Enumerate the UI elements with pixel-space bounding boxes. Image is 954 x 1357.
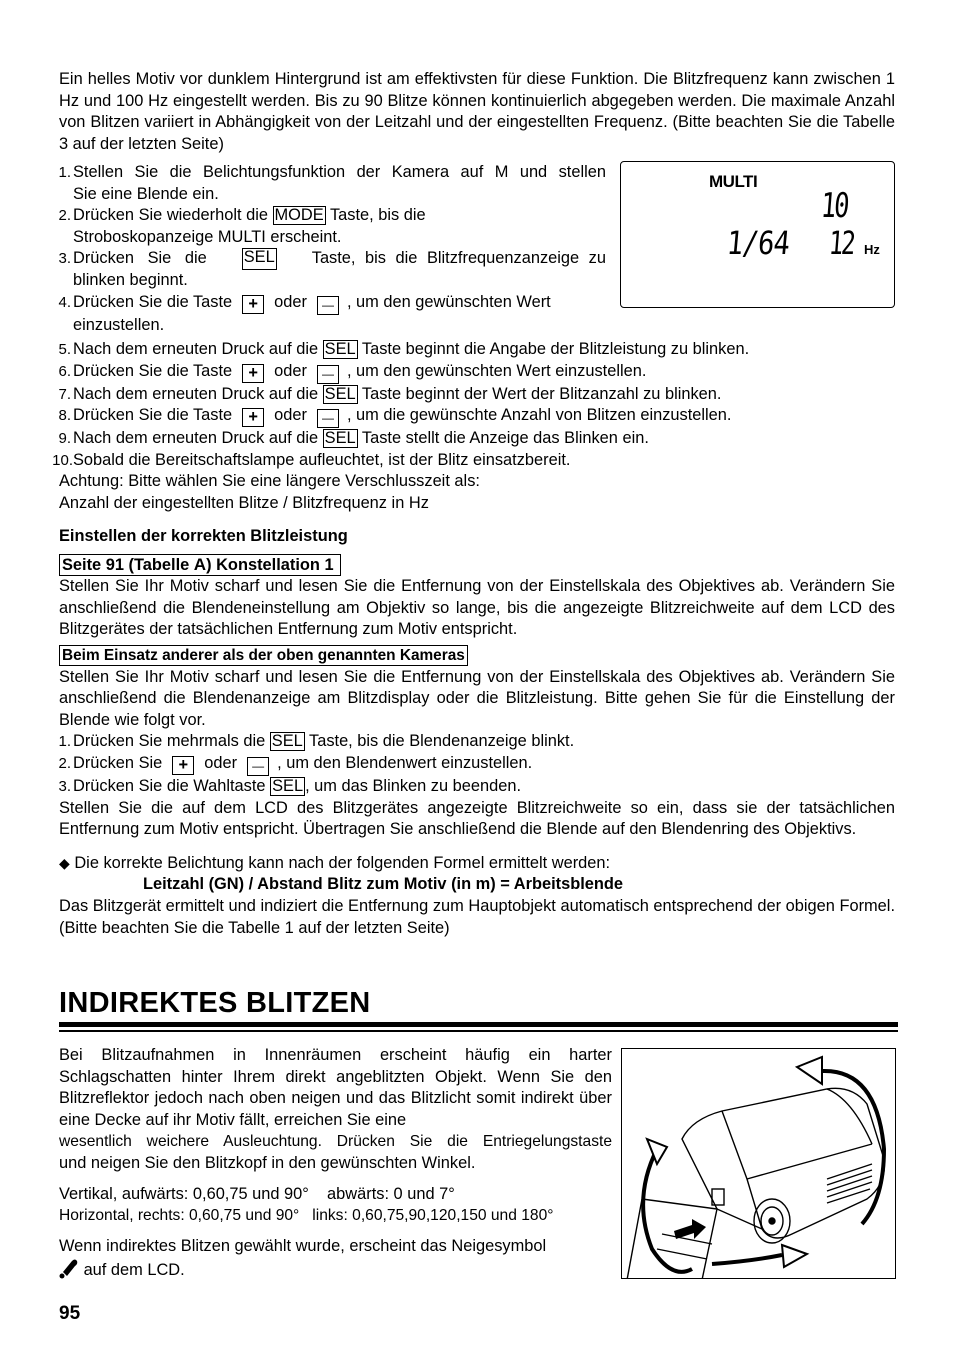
minus-key: — [247,757,269,776]
list-item: 1. Drücken Sie mehrmals die SEL Taste, bis die Blendenanzeige blinkt. [58,732,575,751]
flash-tilt-illustration [621,1048,896,1279]
sel-key: SEL [324,429,356,448]
lcd-mode: MULTI [709,172,758,191]
minus-key: — [317,296,339,315]
list-item: 8. Drücken Sie die Taste + oder — , um die gewünschte Anzahl von Blitzen einzustellen. [58,406,732,427]
lcd-note: Wenn indirektes Blitzen gewählt wurde, erscheint das Neigesymbol [59,1236,547,1255]
lcd-count: 10 [819,186,849,226]
achtung-formula: Anzahl der eingestellten Blitze / Blitzfrequenz in Hz [59,493,429,512]
intro-paragraph: Ein helles Motiv vor dunklem Hintergrund ist am effektivsten für diese Funktion. Die Blitzfrequenz kann zwischen 1 Hz und 100 Hz eingestellt werden. Bis zu 90 Blitze können kontinuierlich abgegeben werden. Die maximale Anzahl von Blitzen variiert in Abhängigkeit von der Leitzahl und der eingestellten Frequenz. (Bitte beachten Sie die Tabelle 3 auf der letzten Seite) [59,70,895,153]
horizontal-angles: Horizontal, rechts: 0,60,75 und 90° links: 0,60,75,90,120,150 und 180° [59,1207,554,1225]
plus-key: + [242,364,264,383]
lcd-frequency: 12 [827,224,855,262]
minus-key: — [317,365,339,384]
lcd-power: 1/64 [725,224,791,262]
sel-key: SEL [324,384,356,403]
formula: Leitzahl (GN) / Abstand Blitz zum Motiv (in m) = Arbeitsblende [143,875,624,894]
list-item: 5. Nach dem erneuten Druck auf die SEL Taste beginnt die Angabe der Blitzleistung zu blinken. [58,340,750,358]
list-item: 10. Sobald die Bereitschaftslampe aufleuchtet, ist der Blitz einsatzbereit. [52,450,571,469]
minus-key: — [317,409,339,428]
tilt-symbol-icon [59,1257,79,1286]
paragraph: Stellen Sie Ihr Motiv scharf und lesen Sie die Entfernung von der Einstellskala des Objektives ab. Verändern Sie anschließend die Blendenanzeige am Blitzdisplay oder die Blitzleistung. Bitte gehen Sie für die Einstellung der Blende wie folgt vor. [59,667,895,729]
paragraph-line: wesentlich weichere Ausleuchtung. Drücken Sie die Entriegelungstaste [59,1133,612,1151]
list-item: 3. Drücken Sie die SEL Taste, bis die Blitzfrequenzanzeige zu blinken beginnt. [58,248,606,289]
box-heading-other-cameras: Beim Einsatz anderer als der oben genannten Kameras [59,645,468,666]
paragraph: Das Blitzgerät ermittelt und indiziert die Entfernung zum Hauptobjekt automatisch entsprechend der obigen Formel. (Bitte beachten Sie die Tabelle 1 auf der letzten Seite) [59,896,895,937]
page-title: INDIREKTES BLITZEN [59,987,371,1019]
list-item: 9. Nach dem erneuten Druck auf die SEL Taste stellt die Anzeige das Blinken ein. [58,429,649,448]
sel-key: SEL [272,776,304,795]
plus-key: + [242,408,264,427]
page-number: 95 [59,1303,81,1324]
list-item: 3. Drücken Sie die Wahltaste SEL , um das Blinken zu beenden. [58,776,522,795]
paragraph: Bei Blitzaufnahmen in Innenräumen erscheint häufig ein harter Schlagschatten hinter Ihrem direkt angeblitzten Objekt. Wenn Sie den Blitzreflektor jedoch nach oben neigen und das Blitzlicht somit indirekt über eine Decke auf ihr Motiv fällt, erreichen Sie eine [59,1046,612,1129]
list-item: 1. Stellen Sie die Belichtungsfunktion der Kamera auf M und stellen Sie eine Blende ein. [58,163,606,203]
vertical-angles: Vertikal, aufwärts: 0,60,75 und 90° abwärts: 0 und 7° [59,1184,455,1203]
list-item: 6. Drücken Sie die Taste + oder — , um den gewünschten Wert einzustellen. [58,361,647,382]
box-heading-table: Seite 91 (Tabelle A) Konstellation 1 [59,554,341,576]
achtung-text: Achtung: Bitte wählen Sie eine längere Verschlusszeit als: [59,472,480,491]
sel-key: SEL [242,248,277,270]
lcd-note-line: auf dem LCD. [59,1257,612,1286]
paragraph: Stellen Sie die auf dem LCD des Blitzgerätes angezeigte Blitzreichweite so ein, dass sie der tatsächlichen Entfernung zum Motiv entspricht. Übertragen Sie anschließend die Blende auf den Blendenring des Objektivs. [59,798,895,839]
mode-key: MODE [274,206,324,225]
sel-key: SEL [324,340,356,358]
paragraph: Stellen Sie Ihr Motiv scharf und lesen Sie die Entfernung von der Einstellskala des Objektives ab. Verändern Sie anschließend die Blendeneinstellung am Objektiv so lange, bis die angezeigte Blitzreichweite auf dem LCD des Blitzgerätes der tatsächlichen Entfernung zum Motiv entspricht. [59,577,895,639]
steps-list-wide [52,339,895,515]
indirect-section [59,1045,612,1286]
paragraph-line: und neigen Sie den Blitzkopf in den gewünschten Winkel. [59,1153,476,1172]
bullet-item: ◆ Die korrekte Belichtung kann nach der folgenden Formel ermittelt werden: [59,853,611,872]
section-blitzleistung [59,526,895,939]
lcd-unit: Hz [864,242,880,257]
title-rule-thin [59,1030,898,1032]
diamond-icon: ◆ [59,854,70,871]
plus-key: + [172,756,194,775]
section-heading: Einstellen der korrekten Blitzleistung [59,527,348,545]
list-item: 7. Nach dem erneuten Druck auf die SEL Taste beginnt der Wert der Blitzanzahl zu blinken. [58,384,722,403]
list-item: 2. Drücken Sie wiederholt die MODE Taste, bis die Stroboskopanzeige MULTI erscheint. [58,206,426,246]
list-item: 4. Drücken Sie die Taste + oder — , um den gewünschten Wert einzustellen. [58,292,551,334]
title-rule [59,1022,898,1027]
list-item: 2. Drücken Sie + oder — , um den Blendenwert einzustellen. [58,753,533,774]
sel-key: SEL [271,732,303,751]
plus-key: + [242,295,264,314]
lcd-display [620,161,895,308]
steps-list-narrow [59,162,606,336]
